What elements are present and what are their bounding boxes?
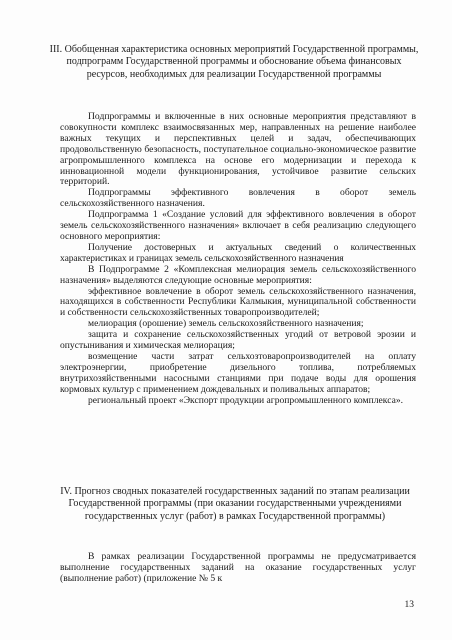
- section-4-body: [60, 552, 416, 585]
- paragraph: возмещение части затрат сельхозтоваропроизводителей на оплату электроэнергии, приобретение дизельного топлива, потребляемых внутрихозяйственными насосными станциями при подаче воды для орошения кормовых культур с применением дождевальных и поливальных аппаратов;: [60, 350, 416, 395]
- paragraph: Подпрограммы эффективного вовлечения в оборот земель сельскохозяйственного назначения.: [60, 187, 416, 210]
- page-number: 13: [404, 600, 414, 610]
- paragraph: региональный проект «Экспорт продукции агропромышленного комплекса».: [88, 394, 404, 406]
- paragraph: эффективное вовлечение в оборот земель сельскохозяйственного назначения, находящихся в собственности Республики Калмыкия, муниципальной собственности и собственности сельскохозяйственных товаропроизводителей;: [60, 285, 416, 319]
- section-4-heading: IV. Прогноз сводных показателей государственных заданий по этапам реализации Государственной программы (при оказании государственными учреждениями государственных услуг (работ) в рамках Государственной программы): [60, 486, 410, 522]
- paragraph: В рамках реализации Государственной программы не предусматривается выполнение государственных заданий на оказание государственных услуг (выполнение работ) (приложение № 5 к: [60, 551, 416, 584]
- paragraph: Получение достоверных и актуальных сведений о количественных характеристиках и границах земель сельскохозяйственного назначения: [60, 241, 416, 264]
- paragraph: Подпрограммы и включенные в них основные мероприятия представляют в совокупности комплекс взаимосвязанных мер, направленных на решение наиболее важных текущих и перспективных целей и задач, обеспечивающих продовольственную безопасность, поступательное социально-экономическое развитие агропромышленного комплекса на основе его модернизации и перехода к инновационной модели функционирования, устойчивое развитие сельских территорий.: [60, 111, 416, 188]
- section-3-body: [60, 112, 416, 406]
- section-3-heading: III. Обобщенная характеристика основных мероприятий Государственной программы, подпрограмм Государственной программы и обоснование объема финансовых ресурсов, необходимых для реализации Государственной программы: [49, 44, 419, 80]
- paragraph: мелиорация (орошение) земель сельскохозяйственного назначения;: [88, 318, 364, 330]
- paragraph: Подпрограмма 1 «Создание условий для эффективного вовлечения в оборот земель сельскохозяйственного назначения» включает в себя реализацию следующего основного мероприятия:: [60, 209, 416, 242]
- paragraph: В Подпрограмме 2 «Комплексная мелиорация земель сельскохозяйственного назначения» выделяются следующие основные мероприятия:: [60, 263, 416, 286]
- paragraph: защита и сохранение сельскохозяйственных угодий от ветровой эрозии и опустынивания и химическая мелиорация;: [60, 329, 416, 352]
